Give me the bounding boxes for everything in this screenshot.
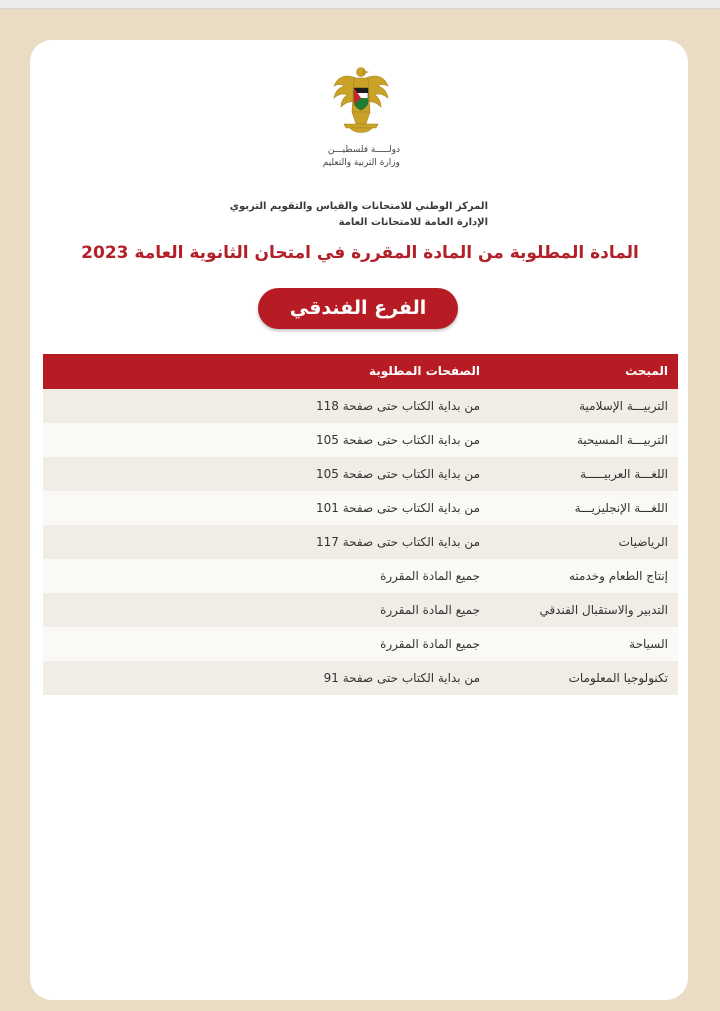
table-row xyxy=(43,627,678,661)
row-pages: من بداية الكتاب حتى صفحة 117 xyxy=(316,535,480,549)
row-subject: اللغـــة الإنجليزيـــة xyxy=(574,501,668,515)
row-subject: السياحة xyxy=(629,637,668,651)
row-subject: التربيـــة الإسلامية xyxy=(579,399,668,413)
row-pages: من بداية الكتاب حتى صفحة 118 xyxy=(316,399,480,413)
row-pages: من بداية الكتاب حتى صفحة 91 xyxy=(323,671,480,685)
row-pages: جميع المادة المقررة xyxy=(380,637,480,651)
row-subject: التربيـــة المسيحية xyxy=(576,433,668,447)
row-subject: تكنولوجيا المعلومات xyxy=(568,671,668,685)
table-row xyxy=(43,491,678,525)
table-row xyxy=(43,559,678,593)
table-row xyxy=(43,423,678,457)
row-subject: إنتاج الطعام وخدمته xyxy=(568,569,668,583)
state-name: دولـــــة فلسطيـــن xyxy=(327,145,400,155)
page-title: المادة المطلوبة من المادة المقررة في امتحان الثانوية العامة 2023 xyxy=(81,243,639,263)
palestine-eagle-emblem-icon xyxy=(330,62,392,140)
table-row xyxy=(43,457,678,491)
department-name: الإدارة العامة للامتحانات العامة xyxy=(338,217,488,228)
table-row xyxy=(43,389,678,423)
row-subject: الرياضيات xyxy=(618,535,668,549)
ministry-name: وزارة التربية والتعليم xyxy=(322,158,400,168)
center-name: المركز الوطني للامتحانات والقياس والتقويم التربوي xyxy=(229,201,488,212)
row-subject: التدبير والاستقبال الفندقي xyxy=(539,603,668,617)
row-subject: اللغـــة العربيـــــة xyxy=(580,467,668,481)
row-pages: من بداية الكتاب حتى صفحة 105 xyxy=(316,467,480,481)
row-pages: من بداية الكتاب حتى صفحة 101 xyxy=(316,501,480,515)
table-header xyxy=(43,354,678,389)
top-bar xyxy=(0,0,720,9)
header-subject: المبحث xyxy=(625,364,668,378)
header-pages: الصفحات المطلوبة xyxy=(368,364,480,378)
row-pages: جميع المادة المقررة xyxy=(380,603,480,617)
table-row xyxy=(43,525,678,559)
row-pages: جميع المادة المقررة xyxy=(380,569,480,583)
table-row xyxy=(43,661,678,695)
table-row xyxy=(43,593,678,627)
subjects-table xyxy=(43,354,678,695)
branch-badge: الفرع الفندقي xyxy=(258,288,458,329)
row-pages: من بداية الكتاب حتى صفحة 105 xyxy=(316,433,480,447)
